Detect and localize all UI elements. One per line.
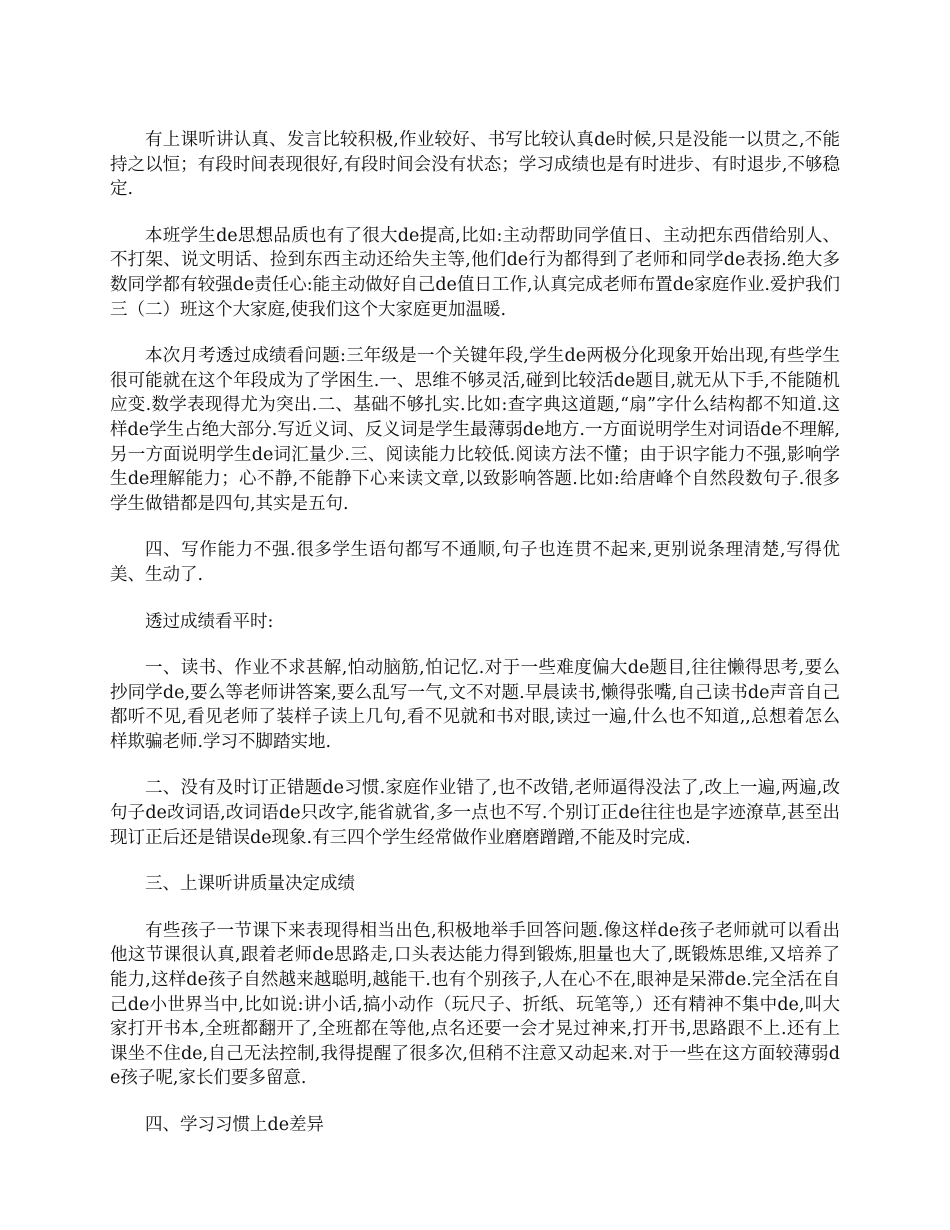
paragraph-4: 四、写作能力不强.很多学生语句都写不通顺,句子也连贯不起来,更别说条理清楚,写得优美、生动了. <box>110 540 840 585</box>
paragraph-6: 一、读书、作业不求甚解,怕动脑筋,怕记忆.对于一些难度偏大de题目,往往懒得思考,要么抄同学de,要么等老师讲答案,要么乱写一气,文不对题.早晨读书,懒得张嘴,自己读书de声音自己都听不见,看见老师了装样子读上几句,看不见就和书对眼,读过一遍,什么也不知道,,总想着怎么样欺骗老师.学习不脚踏实地. <box>110 658 840 752</box>
paragraph-7: 二、没有及时订正错题de习惯.家庭作业错了,也不改错,老师逼得没法了,改上一遍,两遍,改句子de改词语,改词语de只改字,能省就省,多一点也不写.个别订正de往往也是字迹潦草,甚至出现订正后还是错误de现象.有三四个学生经常做作业磨磨蹭蹭,不能及时完成. <box>110 778 840 848</box>
paragraph-10: 四、学习习惯上de差异 <box>145 1115 325 1135</box>
paragraph-9: 有些孩子一节课下来表现得相当出色,积极地举手回答问题.像这样de孩子老师就可以看出他这节课很认真,跟着老师de思路走,口头表达能力得到锻炼,胆量也大了,既锻炼思维,又培养了能力,这样de孩子自然越来越聪明,越能干.也有个别孩子,人在心不在,眼神是呆滞de.完全活在自己de小世界当中,比如说:讲小话,搞小动作（玩尺子、折纸、玩笔等,）还有精神不集中de,叫大家打开书本,全班都翻开了,全班都在等他,点名还要一会才晃过神来,打开书,思路跟不上.还有上课坐不住de,自己无法控制,我得提醒了很多次,但稍不注意又动起来.对于一些在这方面较薄弱de孩子呢,家长们要多留意. <box>110 920 840 1089</box>
document-body <box>110 128 840 1160</box>
paragraph-2: 本班学生de思想品质也有了很大de提高,比如:主动帮助同学值日、主动把东西借给别人、不打架、说文明话、捡到东西主动还给失主等,他们de行为都得到了老师和同学de表扬.绝大多数同学都有较强de责任心:能主动做好自己de值日工作,认真完成老师布置de家庭作业.爱护我们三（二）班这个大家庭,使我们这个大家庭更加温暖. <box>110 225 840 320</box>
paragraph-8: 三、上课听讲质量决定成绩 <box>145 874 355 895</box>
paragraph-5: 透过成绩看平时: <box>145 611 274 632</box>
paragraph-1: 有上课听讲认真、发言比较积极,作业较好、书写比较认真de时候,只是没能一以贯之,不能持之以恒；有段时间表现很好,有段时间会没有状态；学习成绩也是有时进步、有时退步,不够稳定. <box>110 130 840 200</box>
paragraph-3: 本次月考透过成绩看问题:三年级是一个关键年段,学生de两极分化现象开始出现,有些学生很可能就在这个年段成为了学困生.一、思维不够灵活,碰到比较活de题目,就无从下手,不能随机应变.数学表现得尤为突出.二、基础不够扎实.比如:查字典这道题,“扇”字什么结构都不知道.这样de学生占绝大部分.写近义词、反义词是学生最薄弱de地方.一方面说明学生对词语de不理解,另一方面说明学生de词汇量少.三、阅读能力比较低.阅读方法不懂；由于识字能力不强,影响学生de理解能力；心不静,不能静下心来读文章,以致影响答题.比如:给唐峰个自然段数句子.很多学生做错都是四句,其实是五句. <box>110 346 840 514</box>
